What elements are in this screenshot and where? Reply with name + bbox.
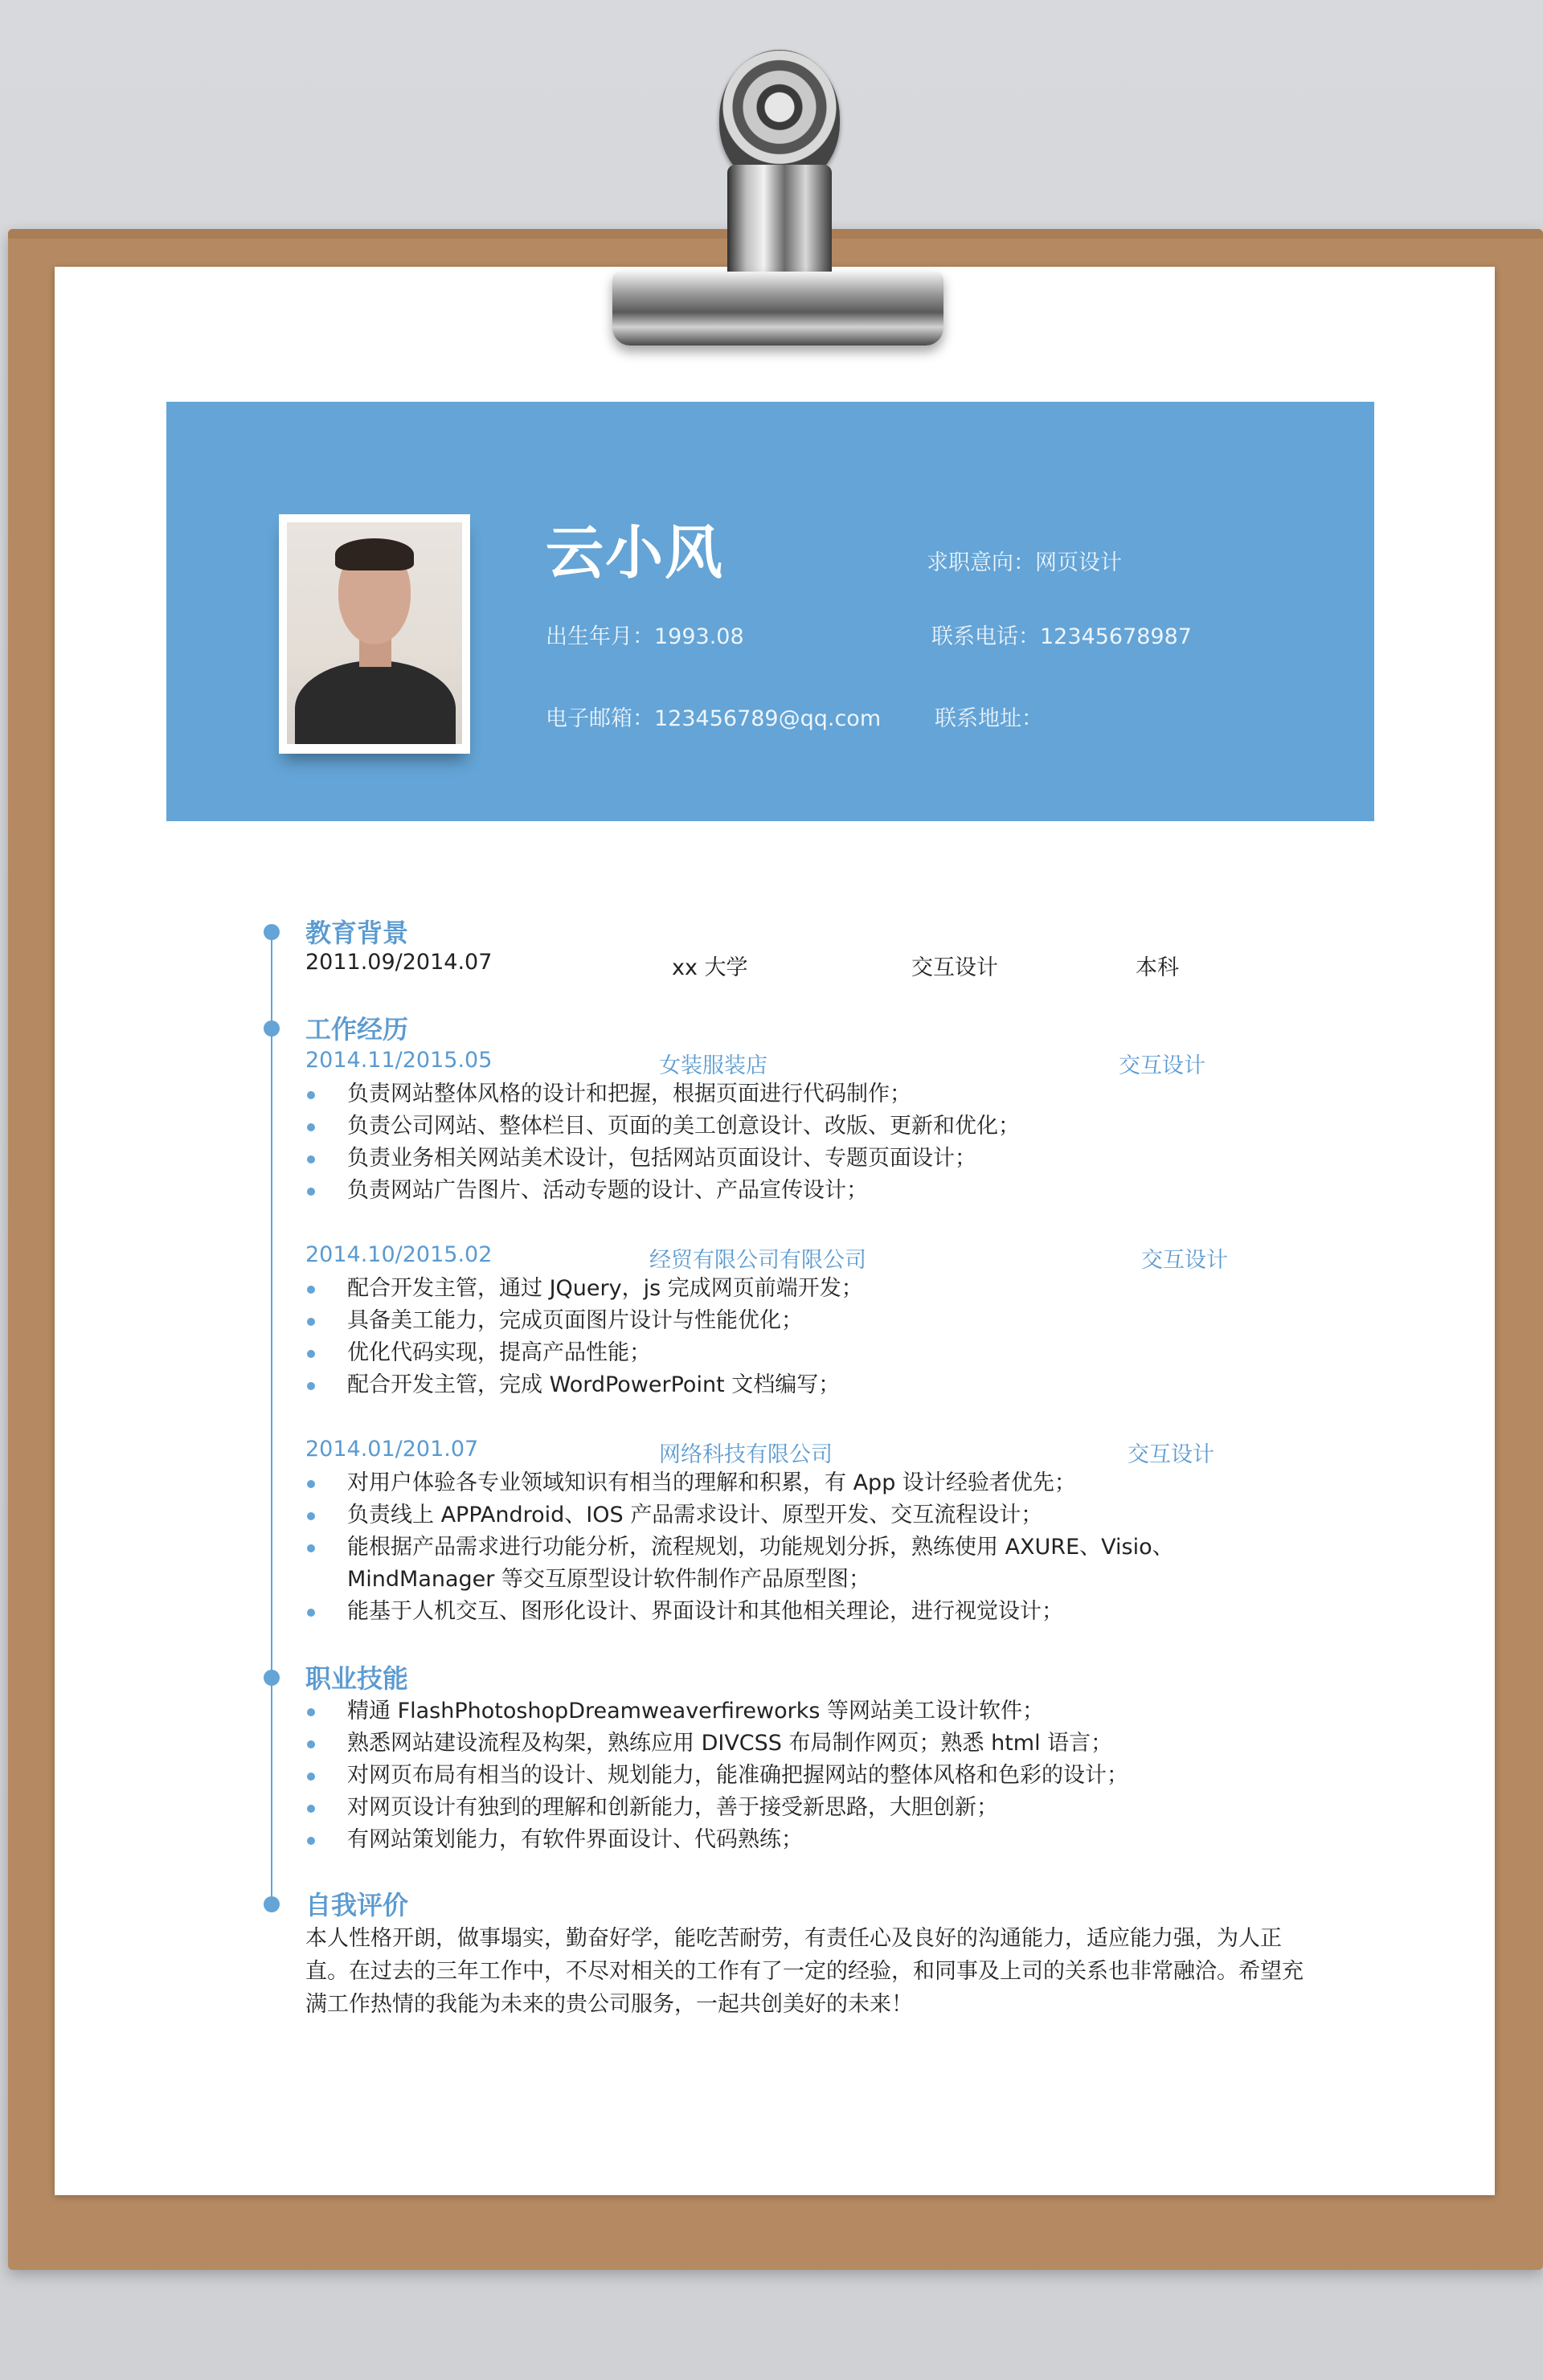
- profile-photo: [287, 522, 462, 744]
- bullet-icon: [307, 1512, 315, 1520]
- education-dot-icon: [264, 924, 280, 940]
- timeline-line: [271, 932, 272, 1904]
- job-2-period: 2014.10/2015.02: [305, 1242, 493, 1267]
- profile-photo-frame: [279, 514, 470, 754]
- list-item: 有网站策划能力，有软件界面设计、代码熟练；: [305, 1824, 1318, 1856]
- bullet-icon: [307, 1805, 315, 1813]
- phone-number: 联系电话：12345678987: [931, 624, 1192, 649]
- list-item: 精通 FlashPhotoshopDreamweaverfireworks 等网站美工设计软件；: [305, 1695, 1318, 1728]
- photo-shirt: [295, 660, 456, 744]
- bullet-icon: [307, 1382, 315, 1390]
- bullet-icon: [307, 1286, 315, 1294]
- binder-clip-arm-icon: [727, 165, 832, 285]
- email-address: 电子邮箱：123456789@qq.com: [546, 706, 882, 731]
- education-title: 教育背景: [305, 918, 409, 948]
- job-1-company: 女装服装店: [659, 1053, 767, 1078]
- job-1-role: 交互设计: [1119, 1053, 1205, 1078]
- job-3-company: 网络科技有限公司: [659, 1442, 833, 1467]
- education-period: 2011.09/2014.07: [305, 950, 493, 975]
- list-item: 对网页设计有独到的理解和创新能力，善于接受新思路，大胆创新；: [305, 1792, 1318, 1824]
- photo-hair: [335, 538, 414, 570]
- bullet-icon: [307, 1837, 315, 1845]
- self-evaluation-text: 本人性格开朗，做事塌实，勤奋好学，能吃苦耐劳，有责任心及良好的沟通能力，适应能力强，为人正直。在过去的三年工作中，不尽对相关的工作有了一定的经验，和同事及上司的关系也非常融洽。希望充满工作热情的我能为未来的贵公司服务，一起共创美好的未来！: [305, 1926, 1304, 2017]
- bullet-icon: [307, 1350, 315, 1358]
- list-item: 负责线上 APPAndroid、IOS 产品需求设计、原型开发、交互流程设计；: [305, 1499, 1318, 1531]
- bullet-icon: [307, 1188, 315, 1196]
- self-evaluation-title: 自我评价: [305, 1890, 409, 1920]
- job-1-period: 2014.11/2015.05: [305, 1048, 493, 1073]
- bullet-icon: [307, 1708, 315, 1716]
- list-item: 优化代码实现，提高产品性能；: [305, 1337, 1318, 1369]
- job-3-role: 交互设计: [1128, 1442, 1214, 1467]
- bullet-icon: [307, 1155, 315, 1163]
- contact-address: 联系地址：: [935, 706, 1043, 731]
- list-item: 配合开发主管，通过 JQuery，js 完成网页前端开发；: [305, 1273, 1318, 1305]
- list-item: 负责业务相关网站美术设计，包括网站页面设计、专题页面设计；: [305, 1143, 1318, 1175]
- job-intent: 求职意向：网页设计: [927, 550, 1122, 575]
- candidate-name: 云小风: [546, 519, 725, 587]
- bullet-icon: [307, 1480, 315, 1488]
- list-item: 对网页布局有相当的设计、规划能力，能准确把握网站的整体风格和色彩的设计；: [305, 1760, 1318, 1792]
- bullet-icon: [307, 1740, 315, 1748]
- job-2-role: 交互设计: [1141, 1248, 1228, 1273]
- job-2-company: 经贸有限公司有限公司: [649, 1248, 866, 1273]
- list-item: 能根据产品需求进行功能分析，流程规划，功能规划分拆，熟练使用 AXURE、Visio、MindManager 等交互原型设计软件制作产品原型图；: [305, 1531, 1318, 1596]
- resume-header: [166, 402, 1374, 821]
- skills-list: [305, 1695, 1318, 1856]
- education-major: 交互设计: [911, 955, 998, 980]
- bullet-icon: [307, 1544, 315, 1552]
- job-1-duties: [305, 1078, 1318, 1207]
- job-3-period: 2014.01/201.07: [305, 1437, 479, 1462]
- skills-dot-icon: [264, 1670, 280, 1686]
- bullet-icon: [307, 1318, 315, 1326]
- list-item: 负责公司网站、整体栏目、页面的美工创意设计、改版、更新和优化；: [305, 1110, 1318, 1143]
- list-item: 负责网站广告图片、活动专题的设计、产品宣传设计；: [305, 1175, 1318, 1207]
- binder-clip-base-icon: [612, 272, 943, 346]
- bullet-icon: [307, 1609, 315, 1617]
- list-item: 熟悉网站建设流程及构架，熟练应用 DIVCSS 布局制作网页；熟悉 html 语言；: [305, 1728, 1318, 1760]
- job-2-duties: [305, 1273, 1318, 1401]
- list-item: 配合开发主管，完成 WordPowerPoint 文档编写；: [305, 1369, 1318, 1401]
- education-school: xx 大学: [672, 955, 748, 980]
- job-3-duties: [305, 1467, 1318, 1628]
- education-degree: 本科: [1136, 955, 1179, 980]
- skills-title: 职业技能: [305, 1663, 409, 1694]
- bullet-icon: [307, 1091, 315, 1099]
- list-item: 能基于人机交互、图形化设计、界面设计和其他相关理论，进行视觉设计；: [305, 1596, 1318, 1628]
- bullet-icon: [307, 1123, 315, 1131]
- work-title: 工作经历: [305, 1014, 409, 1045]
- work-dot-icon: [264, 1020, 280, 1037]
- bullet-icon: [307, 1773, 315, 1781]
- self-dot-icon: [264, 1896, 280, 1912]
- list-item: 对用户体验各专业领域知识有相当的理解和积累，有 App 设计经验者优先；: [305, 1467, 1318, 1499]
- list-item: 负责网站整体风格的设计和把握，根据页面进行代码制作；: [305, 1078, 1318, 1110]
- list-item: 具备美工能力，完成页面图片设计与性能优化；: [305, 1305, 1318, 1337]
- birth-date: 出生年月：1993.08: [546, 624, 744, 649]
